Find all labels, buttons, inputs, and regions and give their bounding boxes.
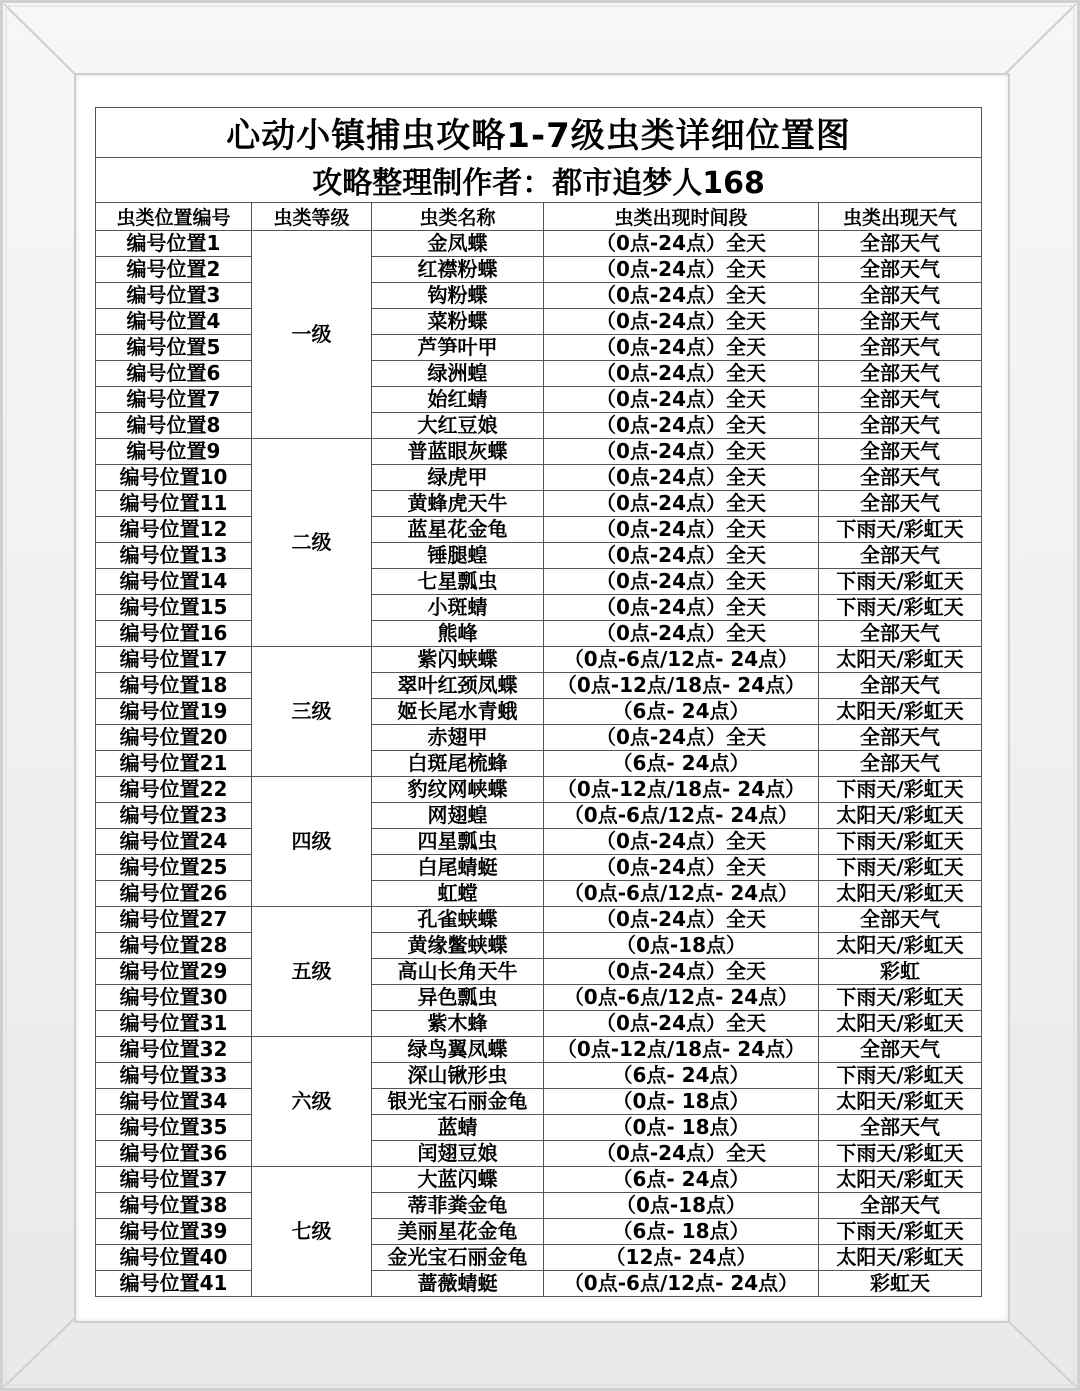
cell-bug-name: 紫木蜂	[372, 1011, 544, 1037]
cell-weather: 下雨天/彩虹天	[819, 1219, 982, 1245]
cell-time-range: （0点-6点/12点- 24点）	[544, 881, 819, 907]
cell-bug-name: 始红蜻	[372, 387, 544, 413]
cell-location-number: 编号位置18	[96, 673, 252, 699]
cell-time-range: （0点-24点）全天	[544, 413, 819, 439]
cell-bug-name: 紫闪蛱蝶	[372, 647, 544, 673]
cell-bug-name: 金光宝石丽金龟	[372, 1245, 544, 1271]
table-row	[96, 595, 982, 621]
cell-time-range: （6点- 24点）	[544, 699, 819, 725]
cell-location-number: 编号位置29	[96, 959, 252, 985]
table-row	[96, 309, 982, 335]
cell-weather: 全部天气	[819, 361, 982, 387]
cell-bug-name: 大红豆娘	[372, 413, 544, 439]
column-header-name: 虫类名称	[372, 203, 544, 231]
cell-location-number: 编号位置16	[96, 621, 252, 647]
cell-time-range: （0点-24点）全天	[544, 855, 819, 881]
cell-time-range: （0点-6点/12点- 24点）	[544, 985, 819, 1011]
cell-weather: 太阳天/彩虹天	[819, 699, 982, 725]
table-row	[96, 465, 982, 491]
table-row	[96, 1115, 982, 1141]
cell-weather: 全部天气	[819, 673, 982, 699]
cell-weather: 全部天气	[819, 725, 982, 751]
bug-location-table	[95, 107, 982, 1297]
cell-weather: 全部天气	[819, 439, 982, 465]
cell-weather: 全部天气	[819, 1193, 982, 1219]
table-row	[96, 439, 982, 465]
cell-location-number: 编号位置21	[96, 751, 252, 777]
cell-location-number: 编号位置2	[96, 257, 252, 283]
cell-bug-name: 豹纹网峡蝶	[372, 777, 544, 803]
cell-bug-name: 绿鸟翼凤蝶	[372, 1037, 544, 1063]
table-row	[96, 855, 982, 881]
cell-bug-name: 深山锹形虫	[372, 1063, 544, 1089]
cell-location-number: 编号位置31	[96, 1011, 252, 1037]
cell-weather: 太阳天/彩虹天	[819, 1245, 982, 1271]
cell-bug-name: 绿洲蝗	[372, 361, 544, 387]
cell-weather: 全部天气	[819, 309, 982, 335]
cell-time-range: （0点-24点）全天	[544, 309, 819, 335]
cell-location-number: 编号位置41	[96, 1271, 252, 1297]
cell-bug-name: 网翅蝗	[372, 803, 544, 829]
cell-location-number: 编号位置22	[96, 777, 252, 803]
cell-bug-name: 赤翅甲	[372, 725, 544, 751]
cell-bug-name: 翠叶红颈凤蝶	[372, 673, 544, 699]
cell-location-number: 编号位置7	[96, 387, 252, 413]
cell-location-number: 编号位置5	[96, 335, 252, 361]
cell-bug-name: 小斑蜻	[372, 595, 544, 621]
cell-time-range: （0点-24点）全天	[544, 491, 819, 517]
table-row	[96, 985, 982, 1011]
cell-time-range: （0点-24点）全天	[544, 595, 819, 621]
cell-level: 三级	[252, 647, 372, 777]
cell-location-number: 编号位置20	[96, 725, 252, 751]
cell-time-range: （6点- 24点）	[544, 751, 819, 777]
cell-weather: 太阳天/彩虹天	[819, 803, 982, 829]
cell-weather: 全部天气	[819, 907, 982, 933]
cell-time-range: （0点-24点）全天	[544, 257, 819, 283]
table-row	[96, 1011, 982, 1037]
table-row	[96, 335, 982, 361]
cell-level: 五级	[252, 907, 372, 1037]
table-row	[96, 1167, 982, 1193]
column-header-number: 虫类位置编号	[96, 203, 252, 231]
cell-time-range: （0点-24点）全天	[544, 959, 819, 985]
cell-bug-name: 黄蜂虎天牛	[372, 491, 544, 517]
cell-location-number: 编号位置15	[96, 595, 252, 621]
cell-location-number: 编号位置32	[96, 1037, 252, 1063]
column-header-time: 虫类出现时间段	[544, 203, 819, 231]
cell-bug-name: 美丽星花金龟	[372, 1219, 544, 1245]
cell-weather: 全部天气	[819, 335, 982, 361]
cell-location-number: 编号位置37	[96, 1167, 252, 1193]
cell-location-number: 编号位置26	[96, 881, 252, 907]
cell-bug-name: 大蓝闪蝶	[372, 1167, 544, 1193]
cell-weather: 下雨天/彩虹天	[819, 595, 982, 621]
table-row	[96, 283, 982, 309]
cell-location-number: 编号位置10	[96, 465, 252, 491]
table-row	[96, 673, 982, 699]
cell-time-range: （0点-6点/12点- 24点）	[544, 1271, 819, 1297]
table-row	[96, 491, 982, 517]
table-row	[96, 1245, 982, 1271]
cell-weather: 下雨天/彩虹天	[819, 985, 982, 1011]
table-row	[96, 959, 982, 985]
table-row	[96, 1141, 982, 1167]
page-subtitle: 攻略整理制作者：都市追梦人168	[96, 158, 982, 203]
cell-location-number: 编号位置13	[96, 543, 252, 569]
table-row	[96, 647, 982, 673]
cell-location-number: 编号位置4	[96, 309, 252, 335]
cell-location-number: 编号位置8	[96, 413, 252, 439]
cell-time-range: （0点-24点）全天	[544, 361, 819, 387]
cell-time-range: （0点-24点）全天	[544, 335, 819, 361]
table-row	[96, 413, 982, 439]
table-row	[96, 699, 982, 725]
cell-location-number: 编号位置28	[96, 933, 252, 959]
cell-location-number: 编号位置17	[96, 647, 252, 673]
cell-bug-name: 白斑尾梳蜂	[372, 751, 544, 777]
cell-time-range: （0点- 18点）	[544, 1115, 819, 1141]
cell-weather: 太阳天/彩虹天	[819, 881, 982, 907]
table-row	[96, 725, 982, 751]
cell-location-number: 编号位置11	[96, 491, 252, 517]
cell-weather: 全部天气	[819, 1037, 982, 1063]
cell-time-range: （0点-24点）全天	[544, 543, 819, 569]
table-row	[96, 231, 982, 257]
table-row	[96, 387, 982, 413]
cell-bug-name: 白尾蜻蜓	[372, 855, 544, 881]
cell-time-range: （6点- 24点）	[544, 1063, 819, 1089]
cell-bug-name: 虹螳	[372, 881, 544, 907]
cell-bug-name: 异色瓢虫	[372, 985, 544, 1011]
cell-bug-name: 熊峰	[372, 621, 544, 647]
cell-weather: 全部天气	[819, 413, 982, 439]
cell-weather: 下雨天/彩虹天	[819, 855, 982, 881]
cell-weather: 全部天气	[819, 465, 982, 491]
cell-time-range: （0点-24点）全天	[544, 1011, 819, 1037]
cell-bug-name: 蔷薇蜻蜓	[372, 1271, 544, 1297]
cell-weather: 全部天气	[819, 1115, 982, 1141]
cell-time-range: （0点-24点）全天	[544, 621, 819, 647]
table-header-row	[96, 203, 982, 231]
cell-location-number: 编号位置35	[96, 1115, 252, 1141]
table-row	[96, 1271, 982, 1297]
table-row	[96, 1063, 982, 1089]
table-row	[96, 777, 982, 803]
cell-bug-name: 普蓝眼灰蝶	[372, 439, 544, 465]
table-row	[96, 829, 982, 855]
cell-bug-name: 黄缘鳖蛱蝶	[372, 933, 544, 959]
bug-guide-sheet	[95, 107, 981, 1297]
cell-bug-name: 金凤蝶	[372, 231, 544, 257]
cell-location-number: 编号位置23	[96, 803, 252, 829]
cell-time-range: （0点- 18点）	[544, 1089, 819, 1115]
table-row	[96, 621, 982, 647]
cell-time-range: （0点-24点）全天	[544, 439, 819, 465]
cell-weather: 全部天气	[819, 257, 982, 283]
cell-weather: 下雨天/彩虹天	[819, 569, 982, 595]
table-row	[96, 1037, 982, 1063]
cell-weather: 彩虹	[819, 959, 982, 985]
cell-bug-name: 菜粉蝶	[372, 309, 544, 335]
cell-time-range: （0点-24点）全天	[544, 569, 819, 595]
page-title: 心动小镇捕虫攻略1-7级虫类详细位置图	[96, 108, 982, 158]
cell-time-range: （0点-18点）	[544, 933, 819, 959]
cell-bug-name: 高山长角天牛	[372, 959, 544, 985]
cell-bug-name: 绿虎甲	[372, 465, 544, 491]
cell-weather: 全部天气	[819, 491, 982, 517]
cell-time-range: （0点-24点）全天	[544, 231, 819, 257]
column-header-level: 虫类等级	[252, 203, 372, 231]
table-row	[96, 517, 982, 543]
cell-time-range: （0点-24点）全天	[544, 465, 819, 491]
cell-bug-name: 钩粉蝶	[372, 283, 544, 309]
cell-weather: 全部天气	[819, 283, 982, 309]
cell-weather: 全部天气	[819, 387, 982, 413]
cell-bug-name: 蒂菲粪金龟	[372, 1193, 544, 1219]
cell-location-number: 编号位置34	[96, 1089, 252, 1115]
cell-weather: 全部天气	[819, 543, 982, 569]
cell-time-range: （0点-12点/18点- 24点）	[544, 777, 819, 803]
cell-weather: 全部天气	[819, 751, 982, 777]
cell-location-number: 编号位置19	[96, 699, 252, 725]
cell-time-range: （0点-6点/12点- 24点）	[544, 803, 819, 829]
cell-location-number: 编号位置27	[96, 907, 252, 933]
cell-weather: 全部天气	[819, 231, 982, 257]
cell-location-number: 编号位置30	[96, 985, 252, 1011]
cell-time-range: （0点-24点）全天	[544, 725, 819, 751]
cell-time-range: （0点-6点/12点- 24点）	[544, 647, 819, 673]
cell-bug-name: 七星瓢虫	[372, 569, 544, 595]
cell-weather: 下雨天/彩虹天	[819, 777, 982, 803]
table-row	[96, 907, 982, 933]
cell-weather: 太阳天/彩虹天	[819, 1011, 982, 1037]
cell-time-range: （6点- 18点）	[544, 1219, 819, 1245]
cell-bug-name: 银光宝石丽金龟	[372, 1089, 544, 1115]
cell-weather: 下雨天/彩虹天	[819, 1063, 982, 1089]
cell-time-range: （0点-24点）全天	[544, 517, 819, 543]
table-row	[96, 1089, 982, 1115]
cell-time-range: （0点-12点/18点- 24点）	[544, 673, 819, 699]
cell-location-number: 编号位置9	[96, 439, 252, 465]
cell-bug-name: 芦笋叶甲	[372, 335, 544, 361]
column-header-weather: 虫类出现天气	[819, 203, 982, 231]
table-row	[96, 881, 982, 907]
cell-bug-name: 孔雀蛱蝶	[372, 907, 544, 933]
cell-level: 一级	[252, 231, 372, 439]
cell-weather: 太阳天/彩虹天	[819, 1089, 982, 1115]
cell-level: 四级	[252, 777, 372, 907]
cell-weather: 太阳天/彩虹天	[819, 933, 982, 959]
cell-bug-name: 姬长尾水青蛾	[372, 699, 544, 725]
cell-location-number: 编号位置6	[96, 361, 252, 387]
table-row	[96, 569, 982, 595]
cell-location-number: 编号位置33	[96, 1063, 252, 1089]
table-row	[96, 543, 982, 569]
cell-time-range: （12点- 24点）	[544, 1245, 819, 1271]
cell-time-range: （0点-12点/18点- 24点）	[544, 1037, 819, 1063]
cell-weather: 全部天气	[819, 621, 982, 647]
table-row	[96, 361, 982, 387]
cell-location-number: 编号位置40	[96, 1245, 252, 1271]
cell-weather: 太阳天/彩虹天	[819, 647, 982, 673]
table-row	[96, 1219, 982, 1245]
cell-time-range: （0点-24点）全天	[544, 387, 819, 413]
cell-time-range: （0点-24点）全天	[544, 283, 819, 309]
cell-time-range: （0点-18点）	[544, 1193, 819, 1219]
cell-bug-name: 红襟粉蝶	[372, 257, 544, 283]
cell-location-number: 编号位置3	[96, 283, 252, 309]
cell-location-number: 编号位置12	[96, 517, 252, 543]
cell-bug-name: 四星瓢虫	[372, 829, 544, 855]
cell-time-range: （0点-24点）全天	[544, 1141, 819, 1167]
cell-bug-name: 锤腿蝗	[372, 543, 544, 569]
cell-location-number: 编号位置1	[96, 231, 252, 257]
cell-location-number: 编号位置39	[96, 1219, 252, 1245]
table-row	[96, 933, 982, 959]
cell-location-number: 编号位置38	[96, 1193, 252, 1219]
cell-level: 二级	[252, 439, 372, 647]
cell-time-range: （0点-24点）全天	[544, 907, 819, 933]
cell-level: 六级	[252, 1037, 372, 1167]
cell-location-number: 编号位置24	[96, 829, 252, 855]
cell-location-number: 编号位置36	[96, 1141, 252, 1167]
cell-bug-name: 闰翅豆娘	[372, 1141, 544, 1167]
cell-weather: 下雨天/彩虹天	[819, 829, 982, 855]
cell-time-range: （0点-24点）全天	[544, 829, 819, 855]
cell-weather: 太阳天/彩虹天	[819, 1167, 982, 1193]
table-row	[96, 803, 982, 829]
cell-weather: 下雨天/彩虹天	[819, 1141, 982, 1167]
table-row	[96, 257, 982, 283]
cell-location-number: 编号位置14	[96, 569, 252, 595]
cell-location-number: 编号位置25	[96, 855, 252, 881]
cell-bug-name: 蓝蜻	[372, 1115, 544, 1141]
table-row	[96, 1193, 982, 1219]
cell-bug-name: 蓝星花金龟	[372, 517, 544, 543]
cell-weather: 下雨天/彩虹天	[819, 517, 982, 543]
cell-time-range: （6点- 24点）	[544, 1167, 819, 1193]
table-row	[96, 751, 982, 777]
cell-level: 七级	[252, 1167, 372, 1297]
cell-weather: 彩虹天	[819, 1271, 982, 1297]
